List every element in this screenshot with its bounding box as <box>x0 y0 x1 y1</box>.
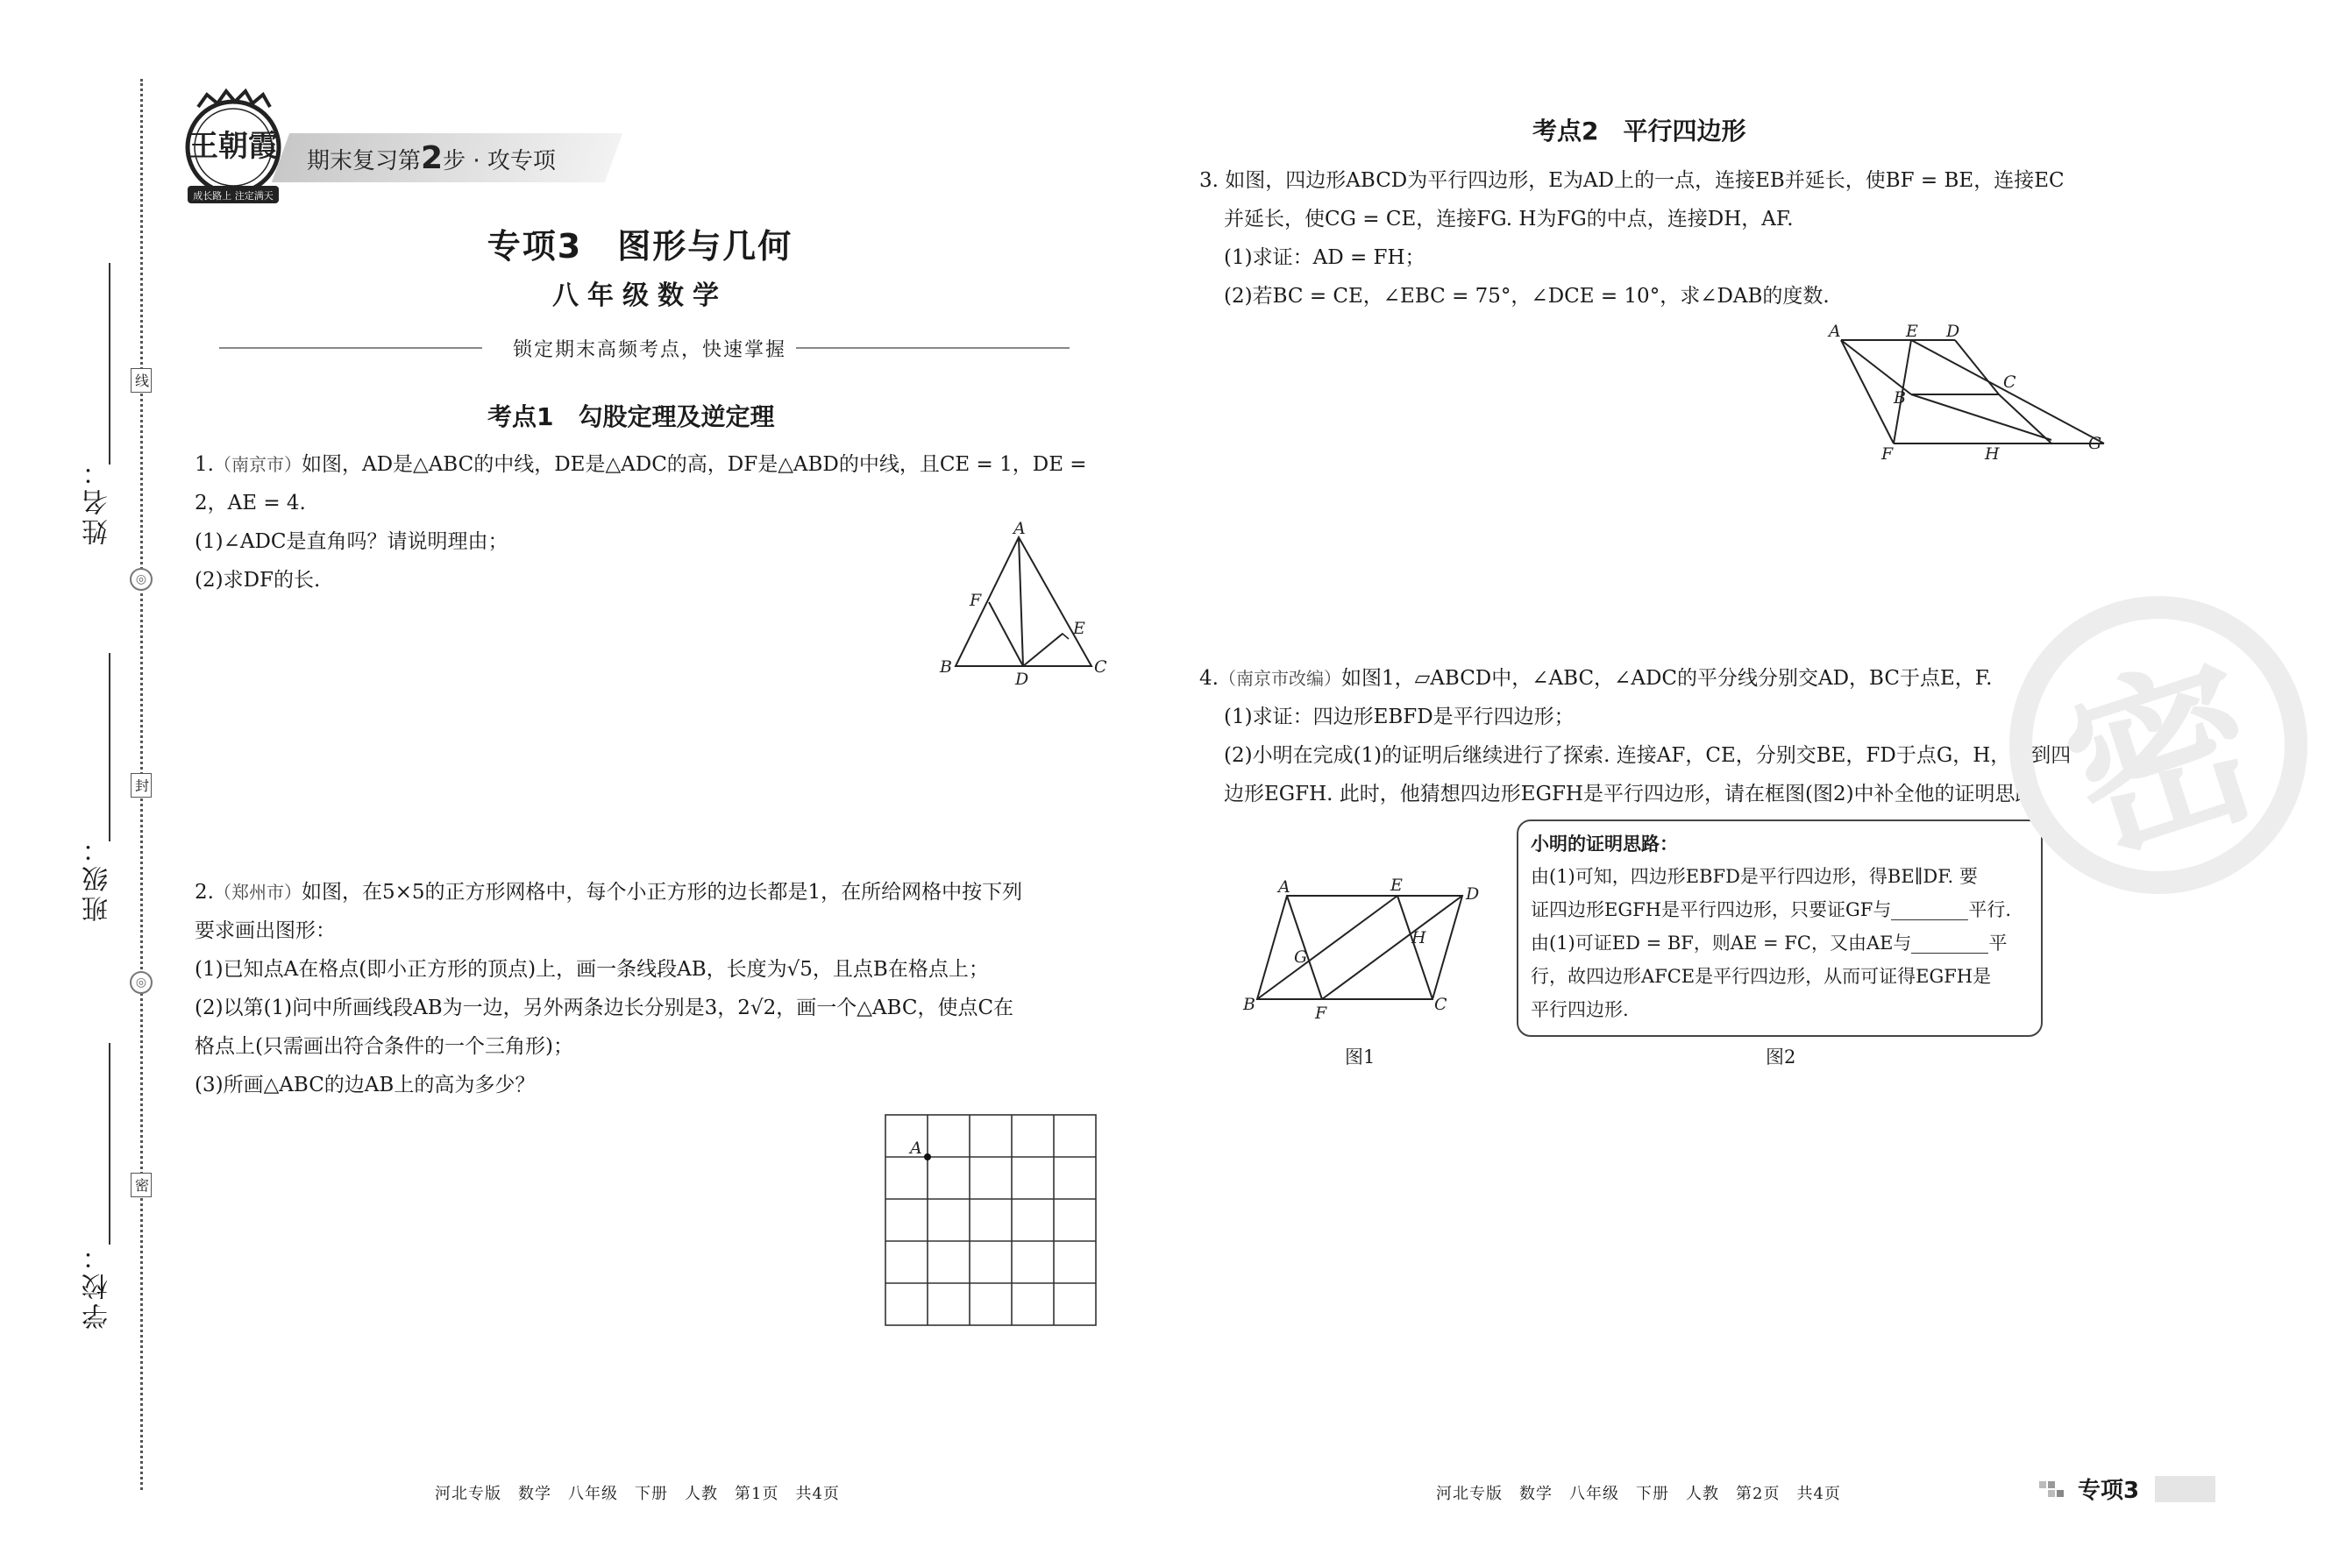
label-G: G <box>1294 947 1308 967</box>
q1-line1: 如图，AD是△ABC的中线，DE是△ADC的高，DF是△ABD的中线，且CE = 1，DE = <box>301 453 1087 476</box>
section-tab-bar <box>2155 1476 2215 1502</box>
q4-part2b: 边形EGFH. 此时，他猜想四边形EGFH是平行四边形，请在框图(图2)中补全他的证明思路. <box>1224 783 2042 805</box>
q2-source: （郑州市） <box>213 882 302 903</box>
proof-line-2 <box>1531 893 2029 926</box>
divider-right <box>796 347 1070 349</box>
q3-part1: (1)求证：AD = FH； <box>1224 246 1425 269</box>
divider-left <box>219 347 482 349</box>
q2-line2: 要求画出图形： <box>195 919 336 942</box>
school-label: 学校： <box>82 1240 113 1330</box>
label-E: E <box>1073 619 1085 638</box>
q4-source: （南京市改编） <box>1218 668 1341 689</box>
fig1-caption: 图1 <box>1345 1047 1376 1068</box>
label-H: H <box>1411 928 1426 947</box>
label-B: B <box>1894 388 1906 408</box>
swirl-icon: ◎ <box>130 971 153 994</box>
banner-prefix: 期末复习第 <box>307 148 422 174</box>
watermark-seal: 密 <box>1971 557 2346 933</box>
q1-triangle-figure <box>929 521 1105 688</box>
proof-box <box>1517 819 2043 1037</box>
label-A: A <box>1829 322 1841 341</box>
label-B: B <box>1243 995 1255 1014</box>
q4-number: 4. <box>1199 667 1219 690</box>
class-field[interactable] <box>109 653 110 841</box>
q2-part2: (2)以第(1)问中所画线段AB为一边，另外两条边长分别是3，2√2，画一个△ABC，使点C在 <box>195 997 1014 1019</box>
fig2-caption: 图2 <box>1766 1047 1796 1068</box>
q2-part3: (3)所画△ABC的边AB上的高为多少？ <box>195 1074 536 1096</box>
q1-part1: (1)∠ADC是直角吗？请说明理由； <box>195 530 508 553</box>
header-banner <box>307 140 556 176</box>
brand-logo <box>172 88 295 210</box>
question-4 <box>1199 659 2120 813</box>
seal-char-line: 线 <box>131 368 152 393</box>
answer-blank-2[interactable] <box>1911 936 1988 954</box>
label-C: C <box>1434 995 1447 1014</box>
label-D: D <box>1466 884 1480 904</box>
q3-part2: (2)若BC = CE，∠EBC = 75°，∠DCE = 10°，求∠DAB的度数. <box>1224 285 1830 308</box>
q2-part1: (1)已知点A在格点(即小正方形的顶点)上，画一条线段AB，长度为√5，且点B在格点上； <box>195 958 989 981</box>
answer-blank-1[interactable] <box>1891 903 1968 920</box>
class-label: 班级： <box>82 833 113 922</box>
label-E: E <box>1906 322 1918 341</box>
q3-line1: 3. 如图，四边形ABCD为平行四边形，E为AD上的一点，连接EB并延长，使BF = BE，连接EC <box>1199 169 2065 192</box>
question-2 <box>195 873 1106 1104</box>
label-F: F <box>1315 1004 1327 1023</box>
school-field[interactable] <box>109 1043 110 1245</box>
section-tab-label: 专项3 <box>2078 1478 2140 1504</box>
label-C: C <box>1094 657 1107 677</box>
label-B: B <box>940 657 952 677</box>
label-D: D <box>1946 322 1960 341</box>
q2-line1: 如图，在5×5的正方形网格中，每个小正方形的边长都是1，在所给网格中按下列 <box>301 881 1023 904</box>
label-E: E <box>1390 876 1403 895</box>
proof-line-3a: 由(1)可证ED = BF，则AE = FC，又由AE与 <box>1531 933 1912 954</box>
q1-source: （南京市） <box>213 454 302 475</box>
grid-point-a <box>924 1153 931 1160</box>
banner-suffix: 步 · 攻专项 <box>443 148 556 174</box>
q2-part2b: 格点上(只需画出符合条件的一个三角形)； <box>195 1035 573 1058</box>
label-C: C <box>2003 372 2016 392</box>
q1-number: 1. <box>195 453 214 476</box>
label-A: A <box>1013 519 1026 538</box>
label-F: F <box>970 591 982 610</box>
grid-point-label: A <box>910 1139 922 1158</box>
footer-right: 河北专版 数学 八年级 下册 人教 第2页 共4页 <box>1436 1485 1841 1503</box>
proof-line-3 <box>1531 926 2029 960</box>
label-D: D <box>1015 670 1029 689</box>
section-heading-1: 考点1 勾股定理及逆定理 <box>487 402 775 431</box>
name-field[interactable] <box>109 263 110 465</box>
seal-char-seal: 封 <box>131 773 152 798</box>
q1-part2: (2)求DF的长. <box>195 569 321 592</box>
proof-line-4: 行，故四边形AFCE是平行四边形，从而可证得EGFH是 <box>1531 966 1992 987</box>
logo-slogan: 成长路上 注定满天 <box>193 190 274 202</box>
proof-line-3b: 平 <box>1988 933 2008 954</box>
q3-line2: 并延长，使CG = CE，连接FG. H为FG的中点，连接DH，AF. <box>1224 208 1794 231</box>
swirl-icon: ◎ <box>130 568 153 591</box>
banner-step: 2 <box>421 140 444 176</box>
label-A: A <box>1278 877 1290 897</box>
q1-line2: 2，AE = 4. <box>195 492 306 514</box>
label-H: H <box>1985 444 2000 464</box>
page-subtitle: 八年级数学 <box>552 280 728 311</box>
question-3 <box>1199 161 2120 316</box>
motto: 锁定期末高频考点，快速掌握 <box>513 339 787 361</box>
proof-line-5: 平行四边形. <box>1531 999 1629 1020</box>
name-label: 姓名： <box>82 456 113 545</box>
proof-title: 小明的证明思路： <box>1531 834 1678 855</box>
proof-line-2a: 证四边形EGFH是平行四边形，只要证GF与 <box>1531 899 1892 920</box>
q3-parallelogram-figure <box>1823 317 2139 471</box>
proof-line-1: 由(1)可知，四边形EBFD是平行四边形，得BE∥DF. 要 <box>1531 866 1978 887</box>
logo-text: 王朝霞 <box>188 129 278 164</box>
seal-char-secret: 密 <box>131 1173 152 1197</box>
page-title: 专项3 图形与几何 <box>487 227 793 266</box>
q4-figure-1 <box>1243 876 1489 1025</box>
binding-margin <box>0 0 175 1568</box>
q2-grid-figure[interactable] <box>877 1106 1105 1334</box>
pixel-decor-icon <box>2039 1481 2065 1499</box>
q2-number: 2. <box>195 881 214 904</box>
q4-part2: (2)小明在完成(1)的证明后继续进行了探索. 连接AF，CE，分别交BE，FD于点G，H，得到四 <box>1224 744 2072 767</box>
q4-line1: 如图1，▱ABCD中，∠ABC，∠ADC的平分线分别交AD，BC于点E，F. <box>1340 667 1993 690</box>
section-heading-2: 考点2 平行四边形 <box>1532 117 1746 145</box>
label-G: G <box>2088 434 2102 453</box>
footer-left: 河北专版 数学 八年级 下册 人教 第1页 共4页 <box>435 1485 840 1503</box>
q4-part1: (1)求证：四边形EBFD是平行四边形； <box>1224 706 1575 728</box>
proof-line-2b: 平行. <box>1968 899 2012 920</box>
label-F: F <box>1881 444 1894 464</box>
